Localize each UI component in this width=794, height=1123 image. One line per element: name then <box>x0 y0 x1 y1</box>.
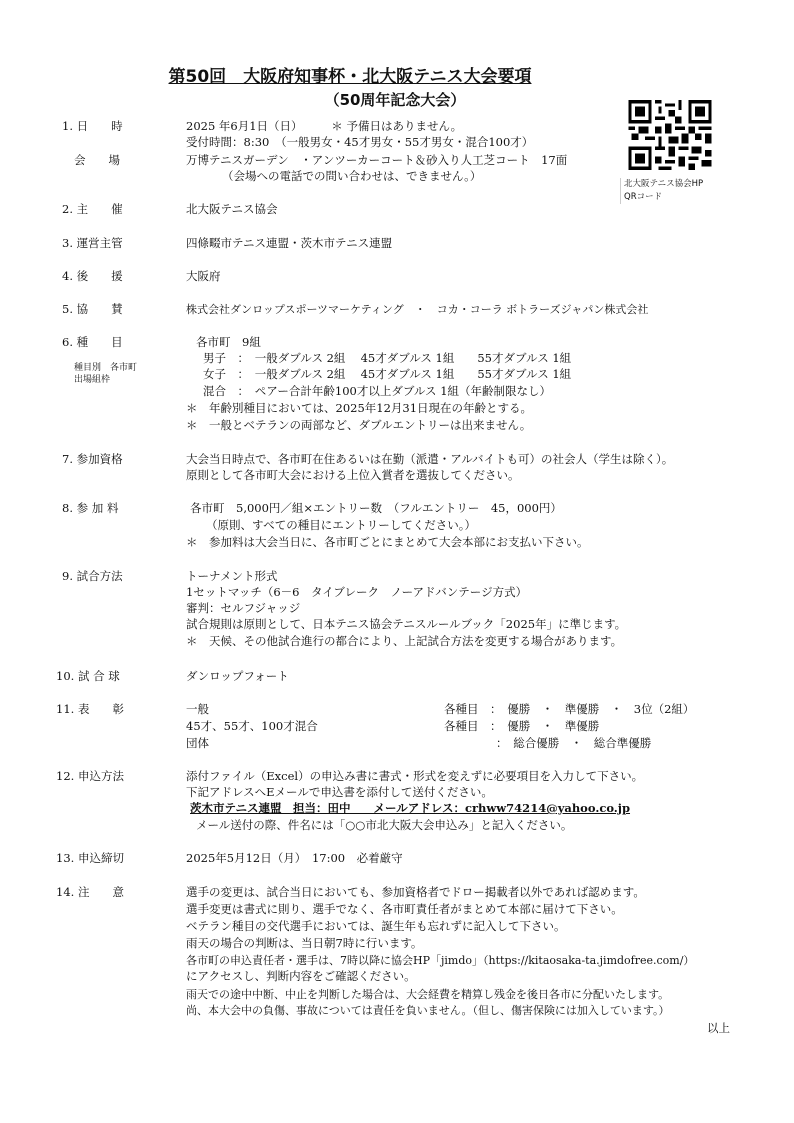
section-12-label: 12. 申込方法 <box>56 769 124 783</box>
notice-line: 雨天の場合の判断は、当日朝7時に行います。 <box>186 936 423 950</box>
section-2-label: 2. 主 催 <box>62 202 123 216</box>
venue-note: （会場への電話での問い合わせは、できません。） <box>222 169 482 183</box>
section-8-line2: （原則、すべての種目にエントリーしてください。） <box>206 518 477 532</box>
section-8-label: 8. 参 加 料 <box>62 501 119 515</box>
section-8-line1: 各市町 5,000円／組×エントリー数 （フルエントリー 45，000円） <box>190 501 562 515</box>
award-row1-right: 各種目 ： 優勝 ・ 準優勝 ・ 3位（2組） <box>444 702 695 716</box>
section-13-label: 13. 申込締切 <box>56 851 124 865</box>
notice-line: 尚、本大会中の負傷、事故については責任を負いません。（但し、傷害保険には加入しています。） <box>186 1004 670 1017</box>
award-row2-left: 45才、55才、100才混合 <box>186 719 318 733</box>
section-1-line1: 2025 年6月1日（日） ＊ 予備日はありません。 <box>186 119 463 133</box>
award-row1-left: 一般 <box>186 702 209 716</box>
section-6-sublabel1: 種目別 各市町 <box>74 363 138 373</box>
section-9-line4: 試合規則は原則として、日本テニス協会テニスルールブック「2025年」に準じます。 <box>186 617 627 631</box>
section-3-value: 四條畷市テニス連盟・茨木市テニス連盟 <box>186 236 393 250</box>
section-7-line1: 大会当日時点で、各市町在住あるいは在勤（派遣・アルバイトも可）の社会人（学生は除く）。 <box>186 452 674 466</box>
contact-email-line[interactable]: 茨木市テニス連盟 担当：田中 メールアドレス：crhww74214@yahoo.co.jp <box>190 801 631 815</box>
section-8-line3: ＊ 参加料は大会当日に、各市町ごとにまとめて大会本部にお支払い下さい。 <box>186 535 589 549</box>
notice-line: にアクセスし、判断内容をご確認ください。 <box>186 969 416 983</box>
qr-caption-line1: 北大阪テニス協会HP <box>624 179 704 189</box>
page-title: 第50回 大阪府知事杯・北大阪テニス大会要項 <box>168 67 532 87</box>
award-row3-right: ： 総合優勝 ・ 総合準優勝 <box>496 736 652 750</box>
section-4-label: 4. 後 援 <box>62 269 123 283</box>
venue-label: 会 場 <box>74 153 120 167</box>
section-5-label: 5. 協 賛 <box>62 302 123 316</box>
notice-line: ベテラン種目の交代選手においては、誕生年も忘れずに記入して下さい。 <box>186 919 566 933</box>
section-14-label: 14. 注 意 <box>56 885 124 899</box>
section-2-value: 北大阪テニス協会 <box>186 202 278 216</box>
section-6-line2: 女子 ： 一般ダブルス 2組 45才ダブルス 1組 55才ダブルス 1組 <box>203 367 572 381</box>
section-1-line2: 受付時間：8:30 （一般男女・45才男女・55才男女・混合100才） <box>186 135 534 149</box>
section-10-value: ダンロップフォート <box>186 669 289 683</box>
section-3-label: 3. 運営主管 <box>62 236 123 250</box>
section-13-value: 2025年5月12日（月） 17:00 必着厳守 <box>186 851 403 865</box>
section-6-line0: 各市町 9組 <box>196 335 261 349</box>
section-9-line2: 1セットマッチ（6－6 タイブレーク ノーアドバンテージ方式） <box>186 585 528 599</box>
section-6-note1: ＊ 年齢別種目においては、2025年12月31日現在の年齢とする。 <box>186 401 533 415</box>
section-6-line1: 男子 ： 一般ダブルス 2組 45才ダブルス 1組 55才ダブルス 1組 <box>203 351 572 365</box>
notice-line: 選手変更は書式に則り、選手でなく、各市町責任者がまとめて本部に届けて下さい。 <box>186 902 623 916</box>
section-1-label: 1. 日 時 <box>62 119 123 133</box>
section-6-sublabel2: 出場組枠 <box>74 375 111 385</box>
qr-caption-line2: QRコード <box>624 192 663 202</box>
section-6-note2: ＊ 一般とベテランの両部など、ダブルエントリーは出来ません。 <box>186 418 532 432</box>
section-12-line4: メール送付の際、件名には「○○市北大阪大会申込み」と記入ください。 <box>196 818 573 832</box>
section-10-label: 10. 試 合 球 <box>56 669 120 683</box>
section-5-value: 株式会社ダンロップスポーツマーケティング ・ コカ・コーラ ボトラーズジャパン株式会社 <box>186 303 649 316</box>
page-subtitle: （50周年記念大会） <box>324 91 466 109</box>
notice-line: 選手の変更は、試合当日においても、参加資格者でドロー掲載者以外であれば認めます。 <box>186 885 645 899</box>
notice-line: 雨天での途中中断、中止を判断した場合は、大会経費を精算し残金を後日各市に分配いたします。 <box>186 988 670 1001</box>
section-6-line3: 混合 ： ペアー合計年齢100才以上ダブルス 1組（年齢制限なし） <box>203 384 552 398</box>
venue-value: 万博テニスガーデン ・アンツーカーコート＆砂入り人工芝コート 17面 <box>186 153 568 167</box>
section-9-line1: トーナメント形式 <box>186 569 278 583</box>
award-row3-left: 団体 <box>186 736 209 750</box>
section-9-line5: ＊ 天候、その他試合進行の都合により、上記試合方法を変更する場合があります。 <box>186 634 623 648</box>
qr-caption <box>620 178 724 204</box>
section-6-label: 6. 種 目 <box>62 335 123 349</box>
section-4-value: 大阪府 <box>186 269 221 283</box>
section-9-label: 9. 試合方法 <box>62 569 123 583</box>
section-9-line3: 審判：セルフジャッジ <box>186 601 301 615</box>
section-12-line2: 下記アドレスへEメールで申込書を添付して送付ください。 <box>186 785 493 799</box>
section-7-line2: 原則として各市町大会における上位入賞者を選抜してください。 <box>186 468 520 482</box>
notice-line-hp[interactable]: 各市町の申込責任者・選手は、7時以降に協会HP「jimdo」（https://kitaosaka-ta.jimdofree.com/） <box>186 954 695 967</box>
section-11-label: 11. 表 彰 <box>56 702 124 716</box>
section-12-line1: 添付ファイル（Excel）の申込み書に書式・形式を変えずに必要項目を入力して下さい。 <box>186 769 644 783</box>
award-row2-right: 各種目 ： 優勝 ・ 準優勝 <box>444 719 600 733</box>
qr-code-icon <box>627 100 713 170</box>
section-7-label: 7. 参加資格 <box>62 452 123 466</box>
closing-mark: 以上 <box>707 1021 730 1035</box>
